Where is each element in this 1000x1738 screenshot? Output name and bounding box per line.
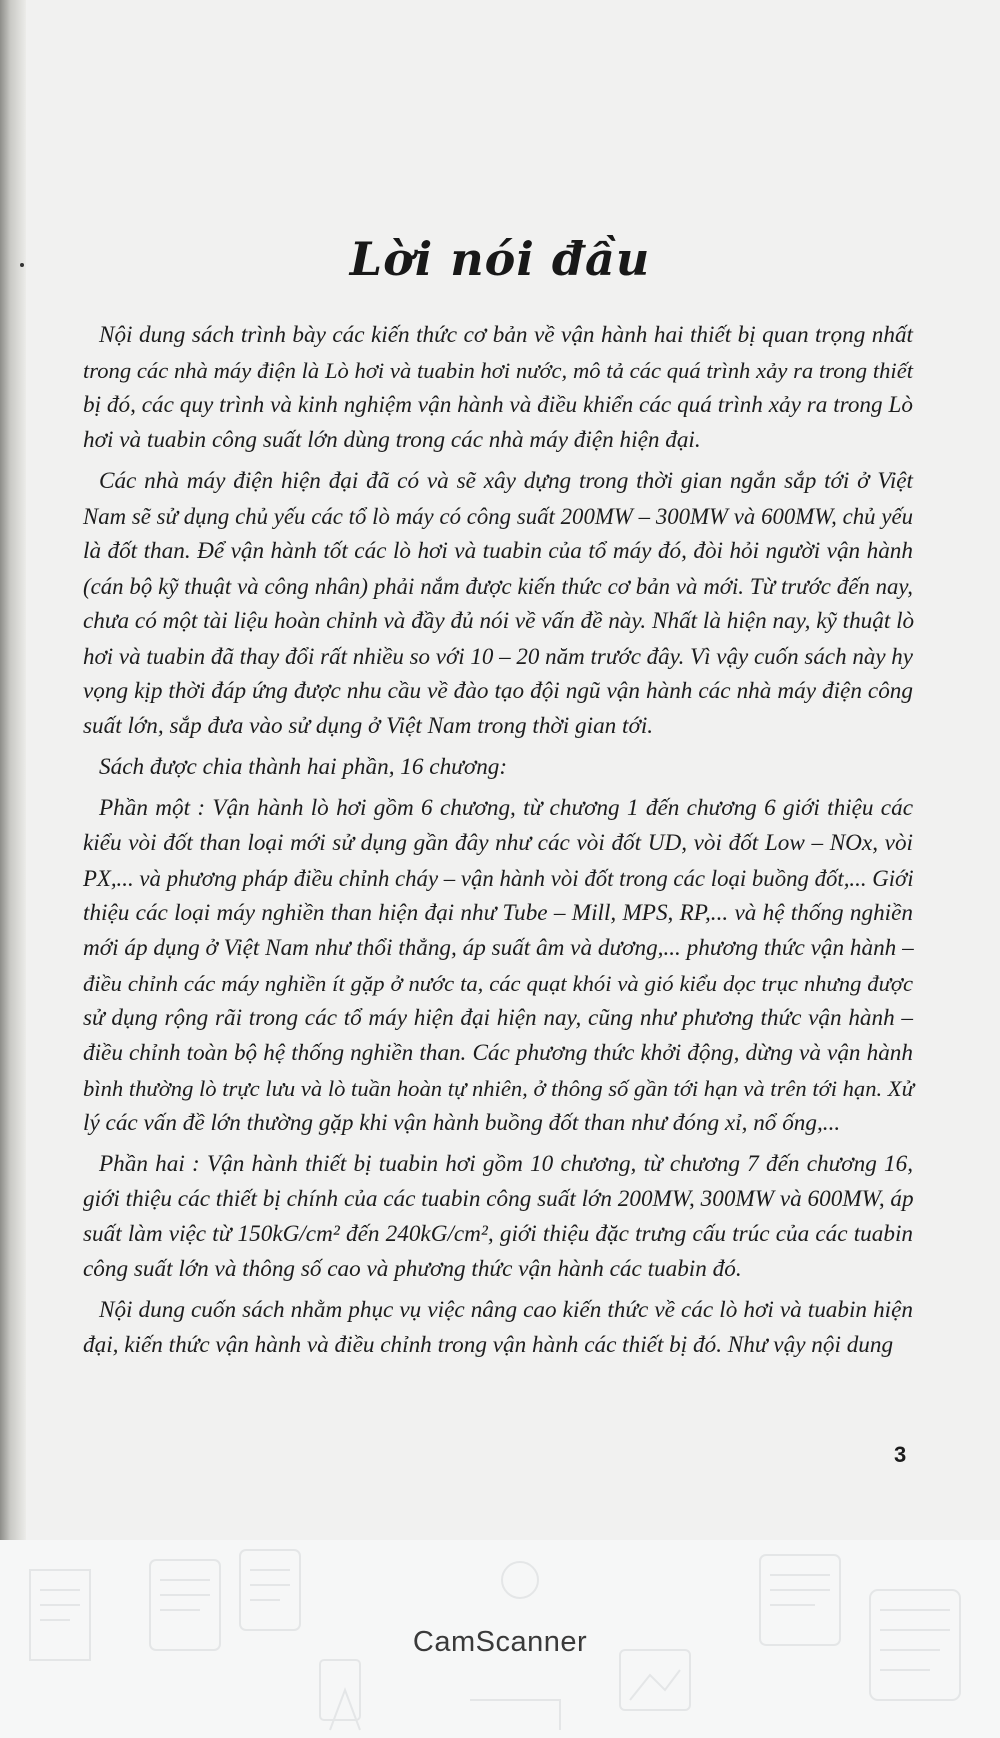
paragraph: [83, 750, 913, 785]
text-line: hơi và tuabin đã thay đổi rất nhiều so với 10 – 20 năm trước đây. Vì vậy cuốn sách này hy: [83, 644, 913, 669]
text-line: chưa có một tài liệu hoàn chỉnh và đầy đủ nói về vấn đề này. Nhất là hiện nay, kỹ thuật lò: [83, 608, 915, 634]
text-line: suất làm việc từ 150kG/cm² đến 240kG/cm², giới thiệu đặc trưng cấu trúc của các tuabin: [83, 1221, 913, 1247]
text-line: PX,... và phương pháp điều chỉnh cháy – vận hành vòi đốt trong các loại buồng đốt,... Giới: [83, 866, 914, 891]
paragraph: [83, 1293, 913, 1363]
text-line: điều chỉnh các máy nghiền ít gặp ở nước ta, các quạt khói và gió kiểu dọc trục nhưng được: [83, 971, 913, 996]
text-line: vọng kịp thời đáp ứng được nhu cầu về đào tạo đội ngũ vận hành các nhà máy điện công: [83, 678, 913, 704]
text-line: điều chỉnh toàn bộ hệ thống nghiền than. Các phương thức khởi động, dừng và vận hành: [83, 1040, 913, 1066]
paragraph: [83, 1147, 913, 1287]
paragraph: [83, 318, 913, 458]
text-line: sử dụng rộng rãi trong các tổ máy hiện đại hiện nay, cũng như phương thức vận hành –: [83, 1005, 913, 1031]
text-line: thiệu các loại máy nghiền than hiện đại như Tube – Mill, MPS, RP,... và hệ thống nghiền: [83, 900, 913, 926]
paragraph: [83, 791, 913, 1141]
text-line: công suất lớn và thông số cao và phương thức vận hành các tuabin đó.: [83, 1256, 742, 1282]
text-line: (cán bộ kỹ thuật và công nhân) phải nắm được kiến thức cơ bản và mới. Từ trước đến nay,: [83, 574, 913, 599]
text-line: lý các vấn đề lớn thường gặp khi vận hành buồng đốt than như đóng xỉ, nổ ống,...: [83, 1110, 841, 1136]
text-line: Sách được chia thành hai phần, 16 chương:: [99, 754, 508, 780]
text-line: là đốt than. Để vận hành tốt các lò hơi và tuabin của tổ máy đó, đòi hỏi người vận hành: [83, 538, 913, 564]
text-line: Các nhà máy điện hiện đại đã có và sẽ xây dựng trong thời gian ngắn sắp tới ở Việt: [99, 468, 913, 494]
text-line: bị đó, các quy trình và kinh nghiệm vận hành và điều khiển các quá trình xảy ra trong Lò: [83, 392, 913, 418]
text-line: Nội dung cuốn sách nhằm phục vụ việc nâng cao kiến thức về các lò hơi và tuabin hiện: [99, 1297, 913, 1323]
text-line: giới thiệu các thiết bị chính của các tuabin công suất lớn 200MW, 300MW và 600MW, áp: [83, 1186, 914, 1212]
body-text: [83, 318, 913, 1369]
paragraph: [83, 464, 913, 744]
text-line: Nội dung sách trình bày các kiến thức cơ bản về vận hành hai thiết bị quan trọng nhất: [99, 322, 913, 348]
text-line: mới áp dụng ở Việt Nam như thổi thẳng, áp suất âm và dương,... phương thức vận hành –: [83, 935, 914, 961]
text-line: Phần hai : Vận hành thiết bị tuabin hơi gồm 10 chương, từ chương 7 đến chương 16,: [99, 1151, 913, 1177]
page-number: 3: [894, 1442, 907, 1467]
scanner-footer: [0, 1540, 1000, 1738]
text-line: đại, kiến thức vận hành và điều chỉnh trong vận hành các thiết bị đó. Như vậy nội dung: [83, 1332, 894, 1358]
text-line: hơi và tuabin công suất lớn dùng trong các nhà máy điện hiện đại.: [83, 427, 701, 453]
text-line: Nam sẽ sử dụng chủ yếu các tổ lò máy có công suất 200MW – 300MW và 600MW, chủ yếu: [83, 504, 913, 529]
text-line: trong các nhà máy điện là Lò hơi và tuabin hơi nước, mô tả các quá trình xảy ra trong thiết: [83, 358, 913, 383]
page-title: Lời nói đầu: [349, 232, 651, 286]
text-line: bình thường lò trực lưu và lò tuần hoàn tự nhiên, ở thông số gần tới hạn và trên tới hạn. Xử: [83, 1076, 914, 1101]
book-spine-shadow: [0, 0, 26, 1540]
text-line: suất lớn, sắp đưa vào sử dụng ở Việt Nam trong thời gian tới.: [83, 713, 654, 739]
text-line: Phần một : Vận hành lò hơi gồm 6 chương, từ chương 1 đến chương 6 giới thiệu các: [99, 795, 913, 821]
text-line: kiểu vòi đốt than loại mới sử dụng gần đây như các vòi đốt UD, vòi đốt Low – NOx, vòi: [83, 830, 913, 856]
camscanner-watermark: CamScanner: [412, 1626, 588, 1658]
